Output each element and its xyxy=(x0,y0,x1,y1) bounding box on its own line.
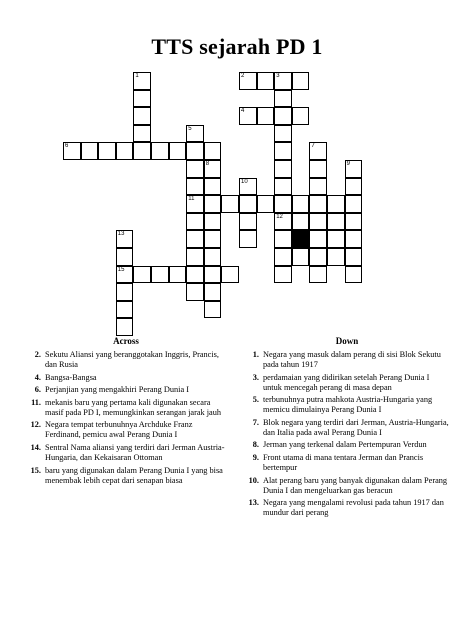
grid-cell[interactable] xyxy=(292,72,310,90)
grid-cell[interactable] xyxy=(292,248,310,266)
across-clue xyxy=(27,350,225,370)
black-cell xyxy=(292,230,310,248)
grid-cell[interactable] xyxy=(186,248,204,266)
grid-cell[interactable] xyxy=(151,266,169,284)
down-clue xyxy=(245,498,449,518)
grid-cell[interactable] xyxy=(204,301,222,319)
clue-number: 13. xyxy=(248,498,259,508)
grid-cell[interactable] xyxy=(63,142,81,160)
grid-cell[interactable] xyxy=(309,195,327,213)
grid-cell[interactable] xyxy=(151,142,169,160)
across-clue xyxy=(27,373,225,383)
grid-cell[interactable] xyxy=(345,160,363,178)
down-clue xyxy=(245,453,449,473)
clue-number: 7. xyxy=(252,417,259,427)
across-clue xyxy=(27,443,225,463)
grid-cell[interactable] xyxy=(274,125,292,143)
grid-cell[interactable] xyxy=(274,213,292,231)
grid-cell[interactable] xyxy=(221,195,239,213)
grid-cell[interactable] xyxy=(345,266,363,284)
grid-cell[interactable] xyxy=(257,72,275,90)
grid-cell[interactable] xyxy=(274,266,292,284)
cell-number: 1 xyxy=(135,73,139,79)
grid-cell[interactable] xyxy=(274,248,292,266)
grid-cell[interactable] xyxy=(292,107,310,125)
across-clue xyxy=(27,466,225,486)
cell-number: 2 xyxy=(241,73,245,79)
cell-number: 5 xyxy=(188,125,192,132)
grid-cell[interactable] xyxy=(239,178,257,196)
grid-cell[interactable] xyxy=(116,248,134,266)
clue-number: 10. xyxy=(248,475,259,485)
cell-number: 7 xyxy=(311,143,315,150)
clue-number: 6. xyxy=(34,385,41,395)
cell-number: 13 xyxy=(117,231,125,238)
down-clue xyxy=(245,373,449,393)
clue-text: Negara tempat terbunuhnya Archduke Franz Ferdinand, pemicu awal Perang Dunia I xyxy=(45,420,193,440)
clue-text: baru yang digunakan dalam Perang Dunia I yang bisa menembak lebih cepat dari senapan biasa xyxy=(45,465,223,485)
grid-cell[interactable] xyxy=(133,72,151,90)
grid-cell[interactable] xyxy=(204,283,222,301)
clue-number: 14. xyxy=(30,442,41,452)
grid-cell[interactable] xyxy=(133,125,151,143)
grid-cell[interactable] xyxy=(327,248,345,266)
grid-cell[interactable] xyxy=(327,213,345,231)
clue-text: Alat perang baru yang banyak digunakan dalam Perang Dunia I dan mengeluarkan gas beracun xyxy=(263,475,448,495)
grid-cell[interactable] xyxy=(257,107,275,125)
grid-cell[interactable] xyxy=(186,230,204,248)
cell-number: 12 xyxy=(276,213,283,220)
across-clues xyxy=(27,336,225,488)
clue-text: mekanis baru yang pertama kali digunakan secara masif pada PD I, memungkinkan serangan jarak jauh xyxy=(45,397,222,417)
grid-cell[interactable] xyxy=(186,160,204,178)
grid-cell[interactable] xyxy=(274,160,292,178)
grid-cell[interactable] xyxy=(257,195,275,213)
grid-cell[interactable] xyxy=(345,195,363,213)
clue-number: 12. xyxy=(30,420,41,430)
clue-text: Bangsa-Bangsa xyxy=(45,372,97,382)
grid-cell[interactable] xyxy=(274,178,292,196)
grid-cell[interactable] xyxy=(309,230,327,248)
cell-number: 3 xyxy=(276,73,280,79)
clue-text: Sekutu Aliansi yang beranggotakan Inggris, Prancis, dan Rusia xyxy=(45,350,219,369)
clue-number: 3. xyxy=(252,372,259,382)
across-clue xyxy=(27,398,225,418)
grid-cell[interactable] xyxy=(204,142,222,160)
grid-cell[interactable] xyxy=(309,178,327,196)
clue-number: 9. xyxy=(252,452,259,462)
cell-number: 10 xyxy=(241,178,248,185)
grid-cell[interactable] xyxy=(204,195,222,213)
clue-text: Jerman yang terkenal dalam Pertempuran Verdun xyxy=(263,440,427,450)
clue-text: Front utama di mana tentara Jerman dan Prancis bertempur xyxy=(263,452,424,472)
clue-number: 5. xyxy=(252,395,259,405)
clue-number: 4. xyxy=(34,372,41,382)
grid-cell[interactable] xyxy=(204,160,222,178)
grid-cell[interactable] xyxy=(204,213,222,231)
grid-cell[interactable] xyxy=(98,142,116,160)
grid-cell[interactable] xyxy=(204,178,222,196)
grid-cell[interactable] xyxy=(274,107,292,125)
cell-number: 11 xyxy=(188,196,195,203)
down-clue xyxy=(245,440,449,450)
grid-cell[interactable] xyxy=(116,318,134,336)
grid-cell[interactable] xyxy=(292,213,310,231)
grid-cell[interactable] xyxy=(186,195,204,213)
clue-text: terbunuhnya putra mahkota Austria-Hungaria yang memicu dimulainya Perang Dunia I xyxy=(263,395,433,415)
grid-cell[interactable] xyxy=(133,266,151,284)
puzzle-title: TTS sejarah PD 1 xyxy=(151,34,323,59)
clue-number: 15. xyxy=(30,465,41,475)
clue-text: Blok negara yang terdiri dari Jerman, Austria-Hungaria, dan Italia pada awal Perang Dunia I xyxy=(263,417,449,437)
grid-cell[interactable] xyxy=(309,160,327,178)
grid-cell[interactable] xyxy=(116,230,134,248)
grid-cell[interactable] xyxy=(327,195,345,213)
clue-text: Negara yang mengalami revolusi pada tahun 1917 dan mundur dari perang xyxy=(263,498,444,518)
grid-cell[interactable] xyxy=(239,107,257,125)
grid-cell[interactable] xyxy=(292,195,310,213)
grid-cell[interactable] xyxy=(309,248,327,266)
across-clue xyxy=(27,420,225,440)
across-header: Across xyxy=(113,336,139,346)
cell-number: 9 xyxy=(346,161,350,167)
cell-number: 8 xyxy=(205,161,210,167)
grid-cell[interactable] xyxy=(345,248,363,266)
clue-text: Sentral Nama aliansi yang terdiri dari Jerman Austria-Hungaria, dan Kekaisaran Ottoman xyxy=(45,442,225,462)
grid-cell[interactable] xyxy=(186,142,204,160)
grid-cell[interactable] xyxy=(186,266,204,284)
down-clue xyxy=(245,395,449,415)
grid-cell[interactable] xyxy=(133,90,151,108)
clue-number: 11. xyxy=(31,397,41,407)
grid-cell[interactable] xyxy=(345,178,363,196)
grid-cell[interactable] xyxy=(309,266,327,284)
clue-number: 1. xyxy=(252,350,259,359)
grid-cell[interactable] xyxy=(239,72,257,90)
across-list xyxy=(27,350,225,486)
grid-cell[interactable] xyxy=(186,283,204,301)
grid-cell[interactable] xyxy=(239,195,257,213)
cell-number: 15 xyxy=(117,266,125,273)
grid-cell[interactable] xyxy=(274,230,292,248)
down-clue xyxy=(245,418,449,438)
grid-cell[interactable] xyxy=(274,142,292,160)
grid-cell[interactable] xyxy=(345,213,363,231)
down-clue xyxy=(245,350,449,370)
grid-cell[interactable] xyxy=(309,213,327,231)
grid-cell[interactable] xyxy=(169,266,187,284)
grid-cell[interactable] xyxy=(239,213,257,231)
grid-cell[interactable] xyxy=(345,230,363,248)
grid-cell[interactable] xyxy=(327,230,345,248)
clue-text: Negara yang masuk dalam perang di sisi Blok Sekutu pada tahun 1917 xyxy=(263,350,441,369)
grid-cell[interactable] xyxy=(274,90,292,108)
down-list xyxy=(245,350,449,518)
grid-cell[interactable] xyxy=(204,248,222,266)
grid-cell[interactable] xyxy=(186,178,204,196)
grid-cell[interactable] xyxy=(116,266,134,284)
grid-cell[interactable] xyxy=(169,142,187,160)
cell-number: 6 xyxy=(65,143,69,150)
grid-cell[interactable] xyxy=(309,142,327,160)
grid-cell[interactable] xyxy=(81,142,99,160)
down-clues xyxy=(245,336,449,521)
grid-cell[interactable] xyxy=(186,125,204,143)
grid-cell[interactable] xyxy=(239,230,257,248)
grid-cell[interactable] xyxy=(116,301,134,319)
grid-cell[interactable] xyxy=(204,230,222,248)
down-header: Down xyxy=(335,336,359,346)
across-clue xyxy=(27,385,225,395)
grid-cell[interactable] xyxy=(133,107,151,125)
grid-cell[interactable] xyxy=(221,266,239,284)
clue-text: perdamaian yang didirikan setelah Perang Dunia I untuk mencegah perang di masa depan xyxy=(263,372,430,392)
grid-cell[interactable] xyxy=(274,195,292,213)
grid-cell[interactable] xyxy=(133,142,151,160)
clue-number: 2. xyxy=(34,350,41,359)
grid-cell[interactable] xyxy=(116,283,134,301)
grid-cell[interactable] xyxy=(116,142,134,160)
grid-cell[interactable] xyxy=(186,213,204,231)
cell-number: 4 xyxy=(241,108,245,115)
clue-text: Perjanjian yang mengakhiri Perang Dunia I xyxy=(45,385,190,395)
grid-cell[interactable] xyxy=(204,266,222,284)
clue-number: 8. xyxy=(252,440,259,450)
grid-cell[interactable] xyxy=(274,72,292,90)
down-clue xyxy=(245,476,449,496)
